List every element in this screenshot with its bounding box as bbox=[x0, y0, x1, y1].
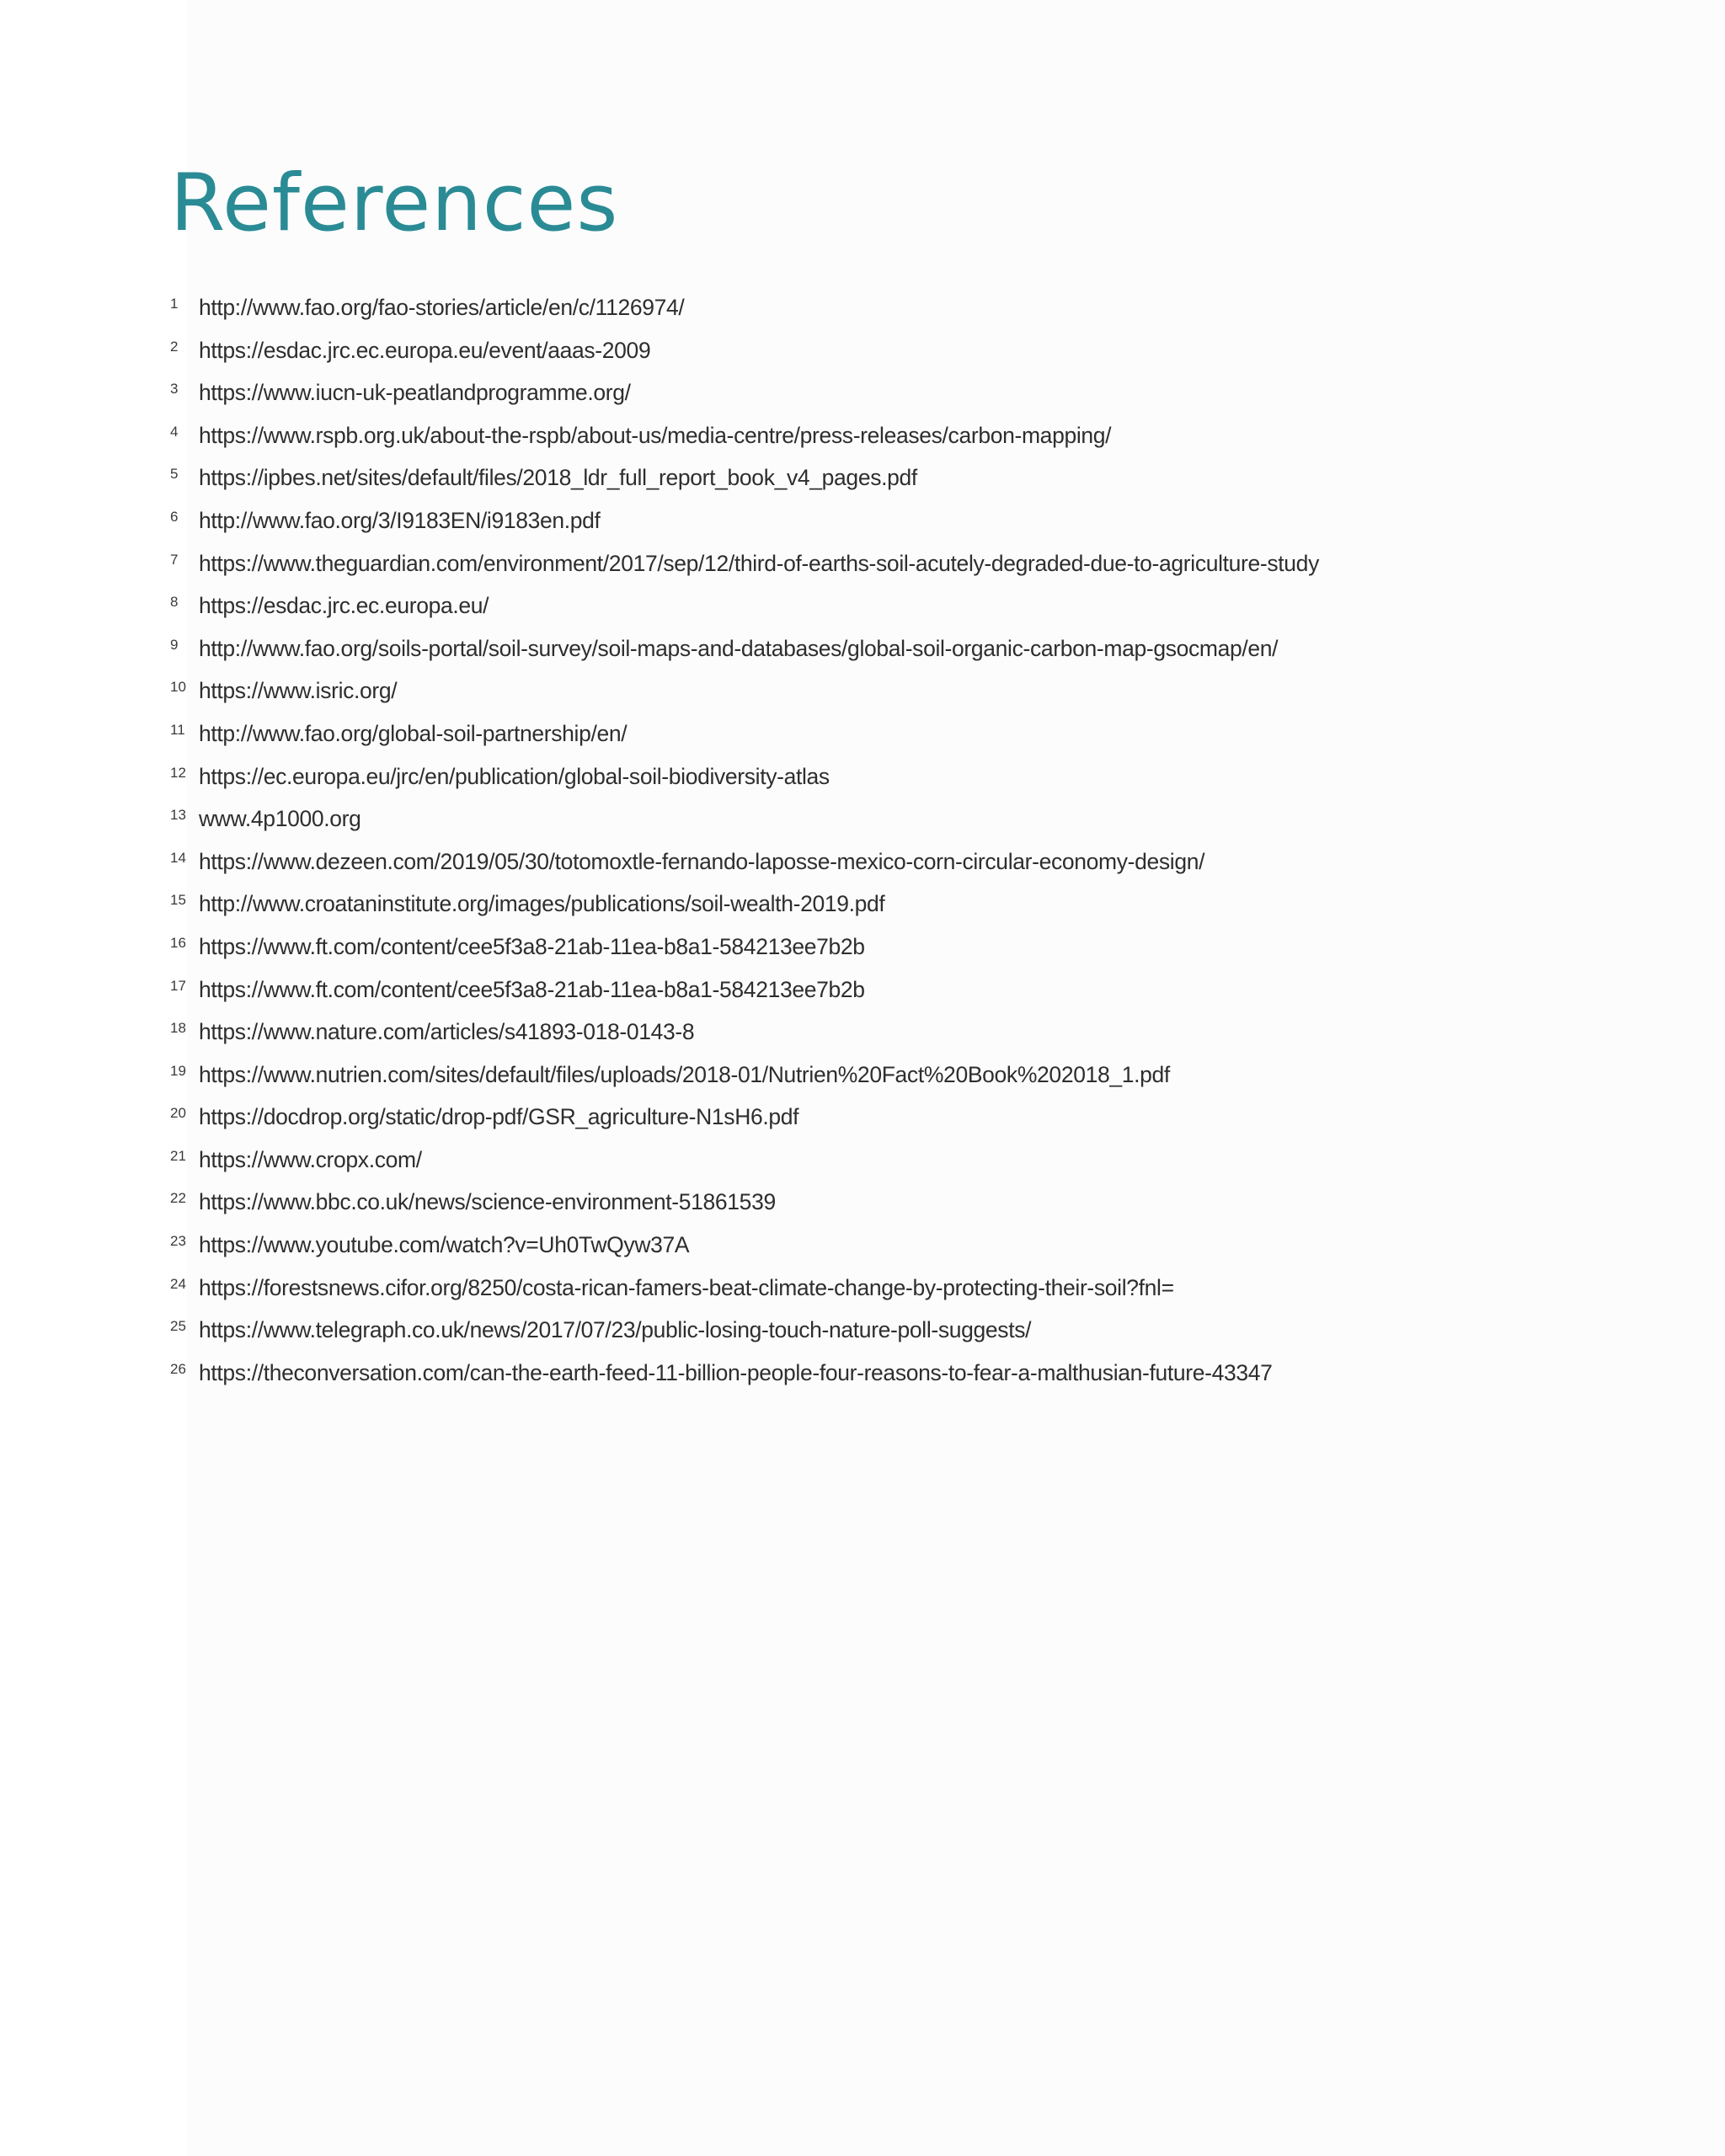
reference-number: 6 bbox=[170, 508, 179, 525]
reference-link[interactable]: www.4p1000.org bbox=[199, 806, 361, 832]
reference-link[interactable]: https://www.theguardian.com/environment/2017/sep/12/third-of-earths-soil-acutely-degraded-due-to-agriculture-study bbox=[199, 550, 1319, 576]
reference-link[interactable]: http://www.fao.org/soils-portal/soil-survey/soil-maps-and-databases/global-soil-organic-carbon-map-gsocmap/en/ bbox=[199, 635, 1279, 661]
reference-link[interactable]: https://ec.europa.eu/jrc/en/publication/global-soil-biodiversity-atlas bbox=[199, 763, 830, 789]
reference-number: 2 bbox=[170, 338, 179, 355]
reference-link[interactable]: https://www.bbc.co.uk/news/science-environment-51861539 bbox=[199, 1189, 776, 1215]
reference-number: 3 bbox=[170, 381, 179, 398]
reference-number: 26 bbox=[170, 1360, 186, 1377]
reference-link[interactable]: https://www.telegraph.co.uk/news/2017/07/23/public-losing-touch-nature-poll-suggests/ bbox=[199, 1317, 1032, 1343]
reference-number: 21 bbox=[170, 1147, 186, 1164]
reference-number: 14 bbox=[170, 849, 186, 866]
reference-number: 16 bbox=[170, 934, 186, 951]
reference-link[interactable]: https://www.isric.org/ bbox=[199, 678, 398, 704]
page-title: References bbox=[170, 157, 619, 249]
reference-number: 8 bbox=[170, 594, 179, 611]
reference-number: 9 bbox=[170, 636, 179, 653]
reference-link[interactable]: http://www.fao.org/global-soil-partnership/en/ bbox=[199, 720, 628, 746]
reference-number: 10 bbox=[170, 679, 186, 696]
reference-link[interactable]: https://www.rspb.org.uk/about-the-rspb/about-us/media-centre/press-releases/carbon-mapping/ bbox=[199, 422, 1112, 448]
reference-number: 4 bbox=[170, 423, 179, 440]
reference-link[interactable]: https://www.iucn-uk-peatlandprogramme.org/ bbox=[199, 380, 631, 406]
reference-number: 23 bbox=[170, 1233, 186, 1250]
reference-link[interactable]: https://forestsnews.cifor.org/8250/costa-rican-famers-beat-climate-change-by-protecting-their-soil?fnl= bbox=[199, 1274, 1174, 1300]
reference-link[interactable]: https://www.ft.com/content/cee5f3a8-21ab-11ea-b8a1-584213ee7b2b bbox=[199, 933, 865, 959]
reference-link[interactable]: https://esdac.jrc.ec.europa.eu/event/aaas-2009 bbox=[199, 337, 651, 363]
reference-link[interactable]: https://www.ft.com/content/cee5f3a8-21ab-11ea-b8a1-584213ee7b2b bbox=[199, 976, 865, 1002]
reference-link[interactable]: http://www.croataninstitute.org/images/publications/soil-wealth-2019.pdf bbox=[199, 891, 885, 917]
reference-number: 15 bbox=[170, 892, 186, 909]
reference-link[interactable]: https://www.cropx.com/ bbox=[199, 1146, 422, 1172]
reference-link[interactable]: http://www.fao.org/3/I9183EN/i9183en.pdf bbox=[199, 507, 601, 533]
reference-number: 13 bbox=[170, 807, 186, 824]
reference-link[interactable]: https://www.youtube.com/watch?v=Uh0TwQyw37A bbox=[199, 1232, 690, 1258]
reference-link[interactable]: https://www.dezeen.com/2019/05/30/totomoxtle-fernando-laposse-mexico-corn-circular-economy-design/ bbox=[199, 848, 1205, 874]
reference-link[interactable]: https://www.nutrien.com/sites/default/files/uploads/2018-01/Nutrien%20Fact%20Book%202018_1.pdf bbox=[199, 1061, 1170, 1087]
reference-link[interactable]: https://esdac.jrc.ec.europa.eu/ bbox=[199, 593, 489, 619]
reference-link[interactable]: https://docdrop.org/static/drop-pdf/GSR_agriculture-N1sH6.pdf bbox=[199, 1104, 799, 1130]
reference-link[interactable]: http://www.fao.org/fao-stories/article/en/c/1126974/ bbox=[199, 295, 685, 320]
reference-number: 22 bbox=[170, 1190, 186, 1207]
reference-number: 18 bbox=[170, 1020, 186, 1037]
reference-link[interactable]: https://ipbes.net/sites/default/files/2018_ldr_full_report_book_v4_pages.pdf bbox=[199, 465, 917, 491]
reference-number: 12 bbox=[170, 764, 186, 781]
reference-number: 25 bbox=[170, 1318, 186, 1335]
reference-number: 24 bbox=[170, 1275, 186, 1292]
reference-number: 5 bbox=[170, 466, 179, 483]
reference-link[interactable]: https://www.nature.com/articles/s41893-018-0143-8 bbox=[199, 1019, 695, 1045]
reference-number: 20 bbox=[170, 1105, 186, 1122]
reference-number: 19 bbox=[170, 1062, 186, 1079]
reference-number: 7 bbox=[170, 551, 179, 568]
reference-number: 1 bbox=[170, 296, 179, 312]
reference-number: 11 bbox=[170, 721, 185, 738]
reference-number: 17 bbox=[170, 977, 186, 994]
reference-link[interactable]: https://theconversation.com/can-the-earth-feed-11-billion-people-four-reasons-to-fear-a-malthusian-future-43347 bbox=[199, 1359, 1273, 1385]
